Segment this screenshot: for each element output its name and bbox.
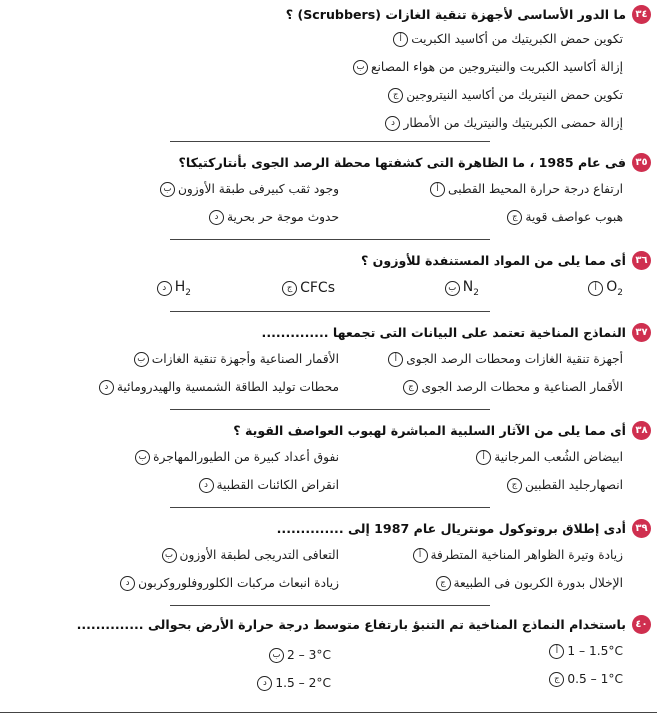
option-text: الأقمار الصناعية وأجهزة تنقية الغازات <box>151 352 339 366</box>
option-marker: د <box>157 281 172 296</box>
option-c[interactable] <box>507 206 623 228</box>
option-c[interactable] <box>507 474 623 496</box>
option-a[interactable] <box>413 544 623 566</box>
option-marker: ج <box>388 88 403 103</box>
option-marker: ج <box>403 380 418 395</box>
question-number-badge: ٣٤ <box>632 5 651 24</box>
option-a[interactable] <box>393 28 623 50</box>
question-text: ما الدور الأساسى لأجهزة تنقية الغازات (Scrubbers) ؟ <box>285 6 626 22</box>
question-header <box>277 516 651 540</box>
option-text: التعافى التدريجى لطبقة الأوزون <box>179 548 339 562</box>
option-text: إزالة أكاسيد الكبريت والنيتروجين من هواء المصانع <box>371 60 623 74</box>
formula: $O_2$ <box>606 278 623 298</box>
question-header <box>179 150 651 174</box>
option-text: 2 – 3°C <box>287 648 331 662</box>
option-marker: ج <box>436 576 451 591</box>
option-d[interactable] <box>209 206 339 228</box>
question-header <box>77 612 651 636</box>
separator-line <box>170 239 490 240</box>
question-text: النماذج المناخية تعتمد على البيانات التى تجمعها .............. <box>261 324 626 340</box>
option-marker: ج <box>282 281 297 296</box>
option-b[interactable] <box>160 178 339 200</box>
option-marker: ب <box>353 60 368 75</box>
formula: $N_2$ <box>462 278 479 298</box>
option-b[interactable] <box>445 277 479 299</box>
question-number-badge: ٣٥ <box>632 153 651 172</box>
option-d[interactable] <box>199 474 340 496</box>
question-number-badge: ٤٠ <box>632 615 651 634</box>
question-number-badge: ٣٧ <box>632 323 651 342</box>
option-marker: ج <box>507 210 522 225</box>
question-number-badge: ٣٦ <box>632 251 651 270</box>
option-text: إزالة حمضى الكبريتيك والنيتريك من الأمطار <box>403 116 623 130</box>
option-text: انصهارجليد القطبين <box>525 478 623 492</box>
separator-line <box>170 311 490 312</box>
option-a[interactable] <box>388 348 623 370</box>
option-text: حدوث موجة حر بحرية <box>227 210 339 224</box>
option-b[interactable] <box>135 446 339 468</box>
option-marker: أ <box>430 182 445 197</box>
option-d[interactable] <box>385 112 623 134</box>
formula: CFCs <box>300 280 335 296</box>
option-text: 1.5 – 2°C <box>275 676 331 690</box>
separator-line <box>170 141 490 142</box>
option-marker: أ <box>413 548 428 563</box>
option-text: زيادة وتيرة الظواهر المناخية المتطرفة <box>430 548 623 562</box>
separator-line <box>170 605 490 606</box>
option-b[interactable] <box>162 544 340 566</box>
option-text: ارتفاع درجة حرارة المحيط القطبى <box>448 182 623 196</box>
option-a[interactable] <box>476 446 623 468</box>
question-header <box>286 2 651 26</box>
option-marker: د <box>120 576 135 591</box>
option-text: تكوين حمض الكبريتيك من أكاسيد الكبريت <box>411 32 623 46</box>
question-header <box>361 248 651 272</box>
option-marker: ب <box>269 648 284 663</box>
option-c[interactable] <box>436 572 623 594</box>
option-a[interactable] <box>549 640 623 662</box>
option-marker: ج <box>549 672 564 687</box>
option-text: وجود ثقب كبيرفى طبقة الأوزون <box>177 182 339 196</box>
option-marker: د <box>209 210 224 225</box>
question-text: فى عام 1985 ، ما الظاهرة التى كشفتها محطة الرصد الجوى بأنتاركتيكا؟ <box>178 154 626 170</box>
option-d[interactable] <box>120 572 339 594</box>
question-number-badge: ٣٨ <box>632 421 651 440</box>
question-text: أى مما يلى من المواد المستنفدة للأوزون ؟ <box>360 252 626 268</box>
option-marker: د <box>99 380 114 395</box>
option-text: محطات توليد الطاقة الشمسية والهيدرومائية <box>116 380 339 394</box>
option-text: تكوين حمض النيتريك من أكاسيد النيتروجين <box>406 88 623 102</box>
option-b[interactable] <box>353 56 623 78</box>
option-b[interactable] <box>134 348 339 370</box>
option-marker: أ <box>549 644 564 659</box>
option-text: زيادة انبعاث مركبات الكلوروفلوروكربون <box>138 576 339 590</box>
option-a[interactable] <box>430 178 623 200</box>
question-number-badge: ٣٩ <box>632 519 651 538</box>
option-d[interactable] <box>157 277 191 299</box>
option-text: انقراض الكائنات القطبية <box>216 478 339 492</box>
separator-line <box>170 409 490 410</box>
option-c[interactable] <box>388 84 623 106</box>
option-c[interactable] <box>282 277 335 299</box>
option-d[interactable] <box>257 672 331 694</box>
option-marker: ب <box>134 352 149 367</box>
option-marker: ب <box>135 450 150 465</box>
option-marker: أ <box>476 450 491 465</box>
separator-line <box>170 507 490 508</box>
option-text: ابيضاض الشُعب المرجانية <box>494 450 623 464</box>
option-marker: د <box>257 676 272 691</box>
option-text: نفوق أعداد كبيرة من الطيورالمهاجرة <box>153 450 339 464</box>
option-marker: ب <box>445 281 460 296</box>
option-marker: ب <box>160 182 175 197</box>
option-text: أجهزة تنقية الغازات ومحطات الرصد الجوى <box>406 352 623 366</box>
option-marker: د <box>199 478 214 493</box>
option-marker: أ <box>588 281 603 296</box>
formula: $H_2$ <box>174 278 191 298</box>
option-a[interactable] <box>588 277 623 299</box>
option-marker: ج <box>507 478 522 493</box>
option-marker: أ <box>388 352 403 367</box>
option-text: هبوب عواصف قوية <box>525 210 623 224</box>
option-text: 0.5 – 1°C <box>567 672 623 686</box>
question-text: أى مما يلى من الآثار السلبية المباشرة لهبوب العواصف القوية ؟ <box>233 422 626 438</box>
option-text: الأقمار الصناعية و محطات الرصد الجوى <box>421 380 623 394</box>
option-marker: ب <box>162 548 177 563</box>
option-d[interactable] <box>99 376 339 398</box>
bottom-rule <box>0 712 657 713</box>
option-text: 1 – 1.5°C <box>567 644 623 658</box>
option-marker: أ <box>393 32 408 47</box>
option-c[interactable] <box>403 376 623 398</box>
question-text: أدى إطلاق بروتوكول مونتريال عام 1987 إلى .............. <box>276 520 626 536</box>
option-marker: د <box>385 116 400 131</box>
option-text: الإخلال بدورة الكربون فى الطبيعة <box>453 576 623 590</box>
option-b[interactable] <box>269 644 331 666</box>
option-c[interactable] <box>549 668 623 690</box>
question-text: باستخدام النماذج المناخية تم التنبؤ بارتفاع متوسط درجة حرارة الأرض بحوالى .............. <box>76 616 626 632</box>
question-header <box>233 418 651 442</box>
question-header <box>262 320 651 344</box>
